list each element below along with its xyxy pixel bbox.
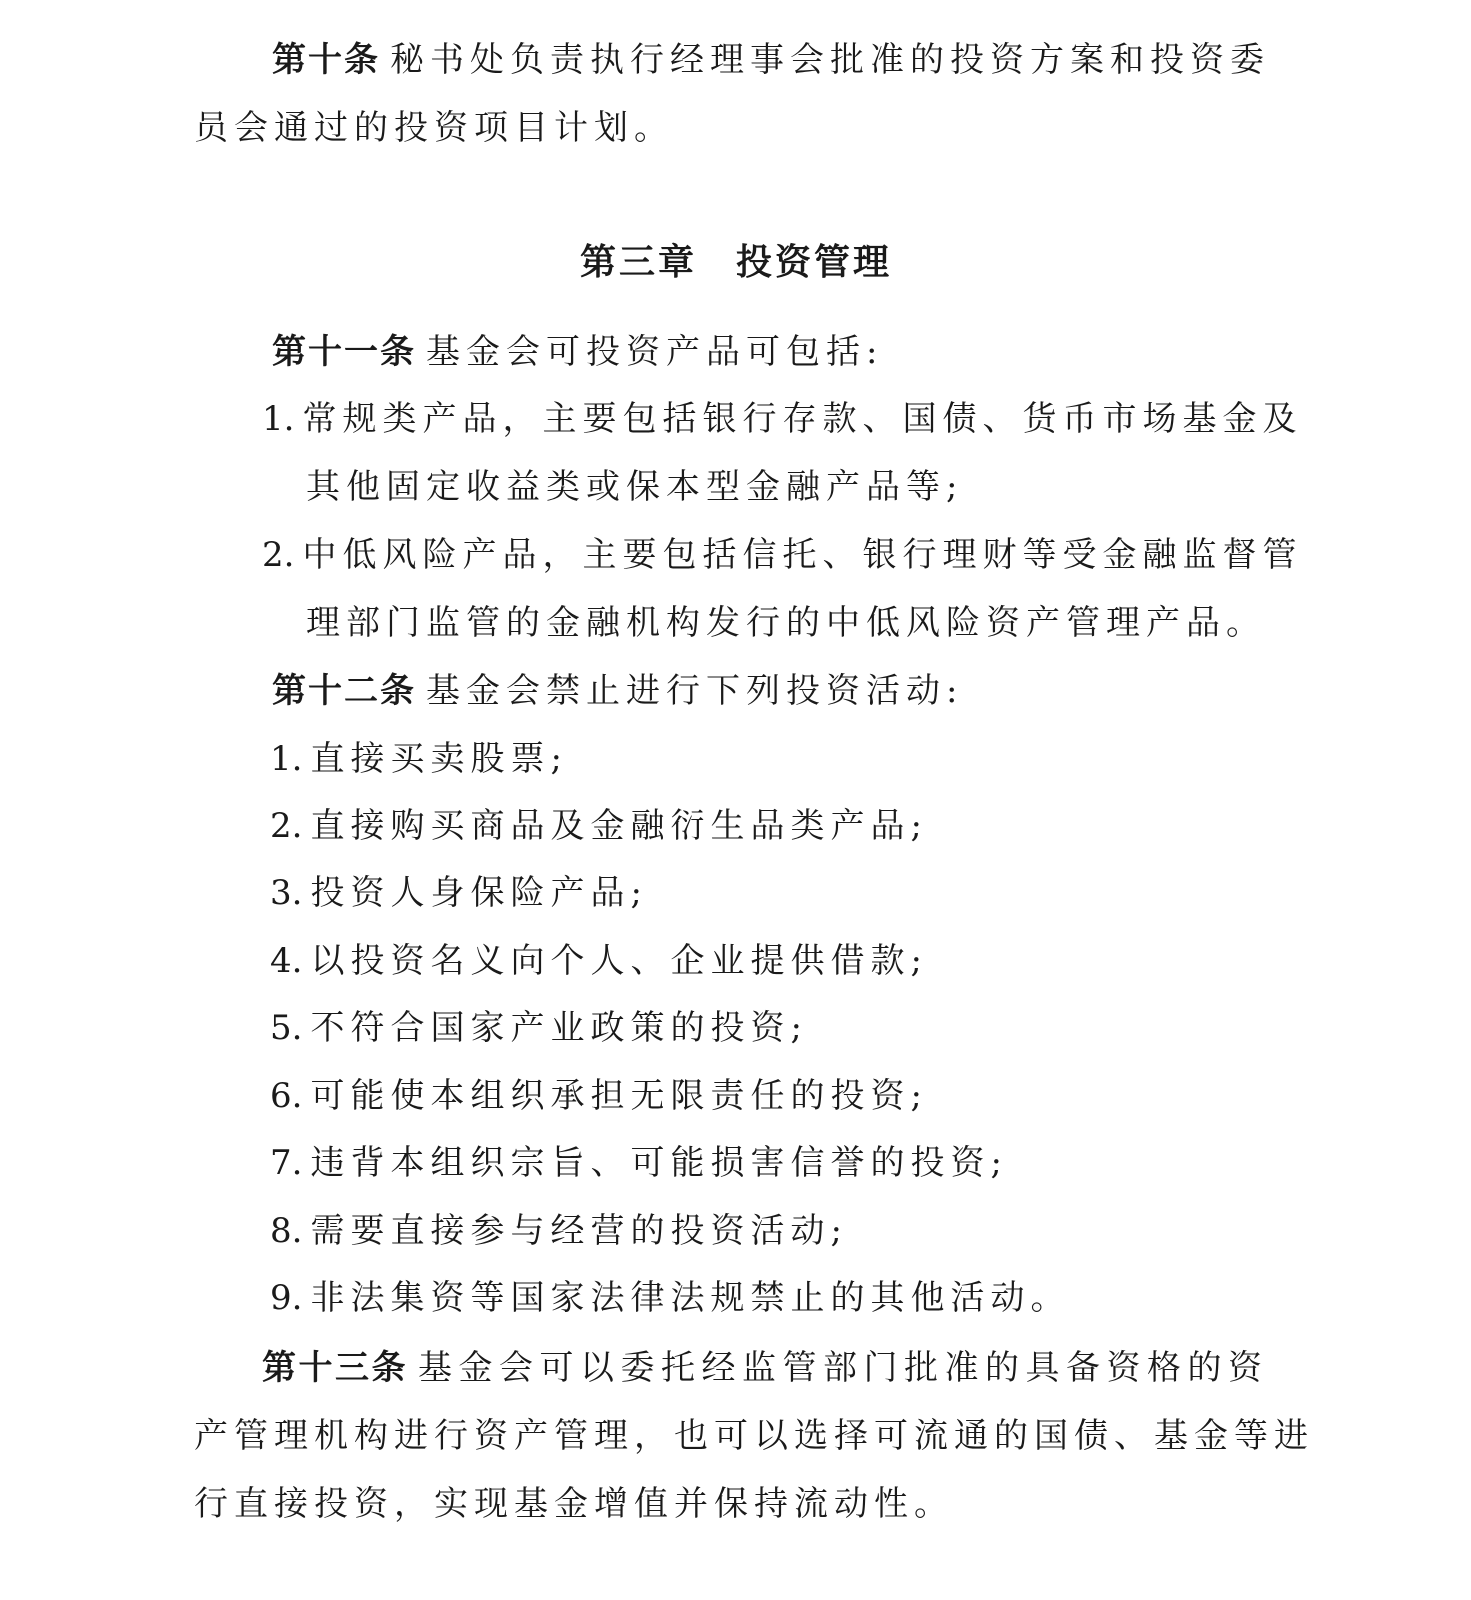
article-13-line-1 — [262, 1346, 1268, 1390]
article-11-label: 第十一条 — [272, 332, 416, 372]
article-12-item: 2. 直接购买商品及金融衍生品类产品; — [270, 806, 928, 846]
article-11-item-1-text-1: 常规类产品，主要包括银行存款、国债、货币市场基金及 — [302, 399, 1303, 439]
article-13-text-3: 行直接投资，实现基金增值并保持流动性。 — [194, 1484, 954, 1524]
article-13-label: 第十三条 — [262, 1348, 408, 1388]
article-11-item-1-text-2: 其他固定收益类或保本型金融产品等; — [306, 467, 964, 507]
article-12-item: 6. 可能使本组织承担无限责任的投资; — [270, 1076, 928, 1116]
article-13-line-3 — [194, 1482, 954, 1526]
article-11-item-1-num: 1. — [262, 399, 295, 439]
article-11-intro: 基金会可投资产品可包括: — [426, 332, 884, 372]
article-11-item-2-num: 2. — [262, 535, 295, 575]
article-10-line-1 — [272, 38, 1268, 82]
article-12-item: 5. 不符合国家产业政策的投资; — [270, 1008, 808, 1048]
article-11-line — [272, 330, 883, 374]
article-12-line — [272, 669, 963, 713]
article-13-text-2: 产管理机构进行资产管理，也可以选择可流通的国债、基金等进 — [194, 1416, 1314, 1456]
article-11-item-1-line-2 — [306, 465, 963, 509]
article-12-item: 9. 非法集资等国家法律法规禁止的其他活动。 — [270, 1278, 1071, 1318]
article-12-item: 8. 需要直接参与经营的投资活动; — [270, 1211, 848, 1251]
article-13-line-2 — [194, 1414, 1314, 1458]
article-10-text-1: 秘书处负责执行经理事会批准的投资方案和投资委 — [390, 40, 1270, 80]
article-13-text-1: 基金会可以委托经监管部门批准的具备资格的资 — [418, 1348, 1268, 1388]
article-10-label: 第十条 — [272, 40, 380, 80]
article-11-item-1-line-1 — [262, 397, 1303, 441]
article-11-item-2-text-1: 中低风险产品，主要包括信托、银行理财等受金融监督管 — [302, 535, 1303, 575]
article-12-label: 第十二条 — [272, 671, 416, 711]
article-10-text-2: 员会通过的投资项目计划。 — [194, 108, 674, 148]
article-12-item: 1. 直接买卖股票; — [270, 739, 568, 779]
chapter-heading: 第三章 投资管理 — [580, 242, 893, 283]
article-11-item-2-text-2: 理部门监管的金融机构发行的中低风险资产管理产品。 — [306, 603, 1266, 643]
article-11-item-2-line-2 — [306, 601, 1266, 645]
article-12-item: 4. 以投资名义向个人、企业提供借款; — [270, 941, 928, 981]
article-12-item: 7. 违背本组织宗旨、可能损害信誉的投资; — [270, 1143, 1008, 1183]
article-11-item-2-line-1 — [262, 533, 1303, 577]
article-12-intro: 基金会禁止进行下列投资活动: — [426, 671, 964, 711]
article-10-line-2 — [194, 106, 674, 150]
article-12-item: 3. 投资人身保险产品; — [270, 873, 648, 913]
